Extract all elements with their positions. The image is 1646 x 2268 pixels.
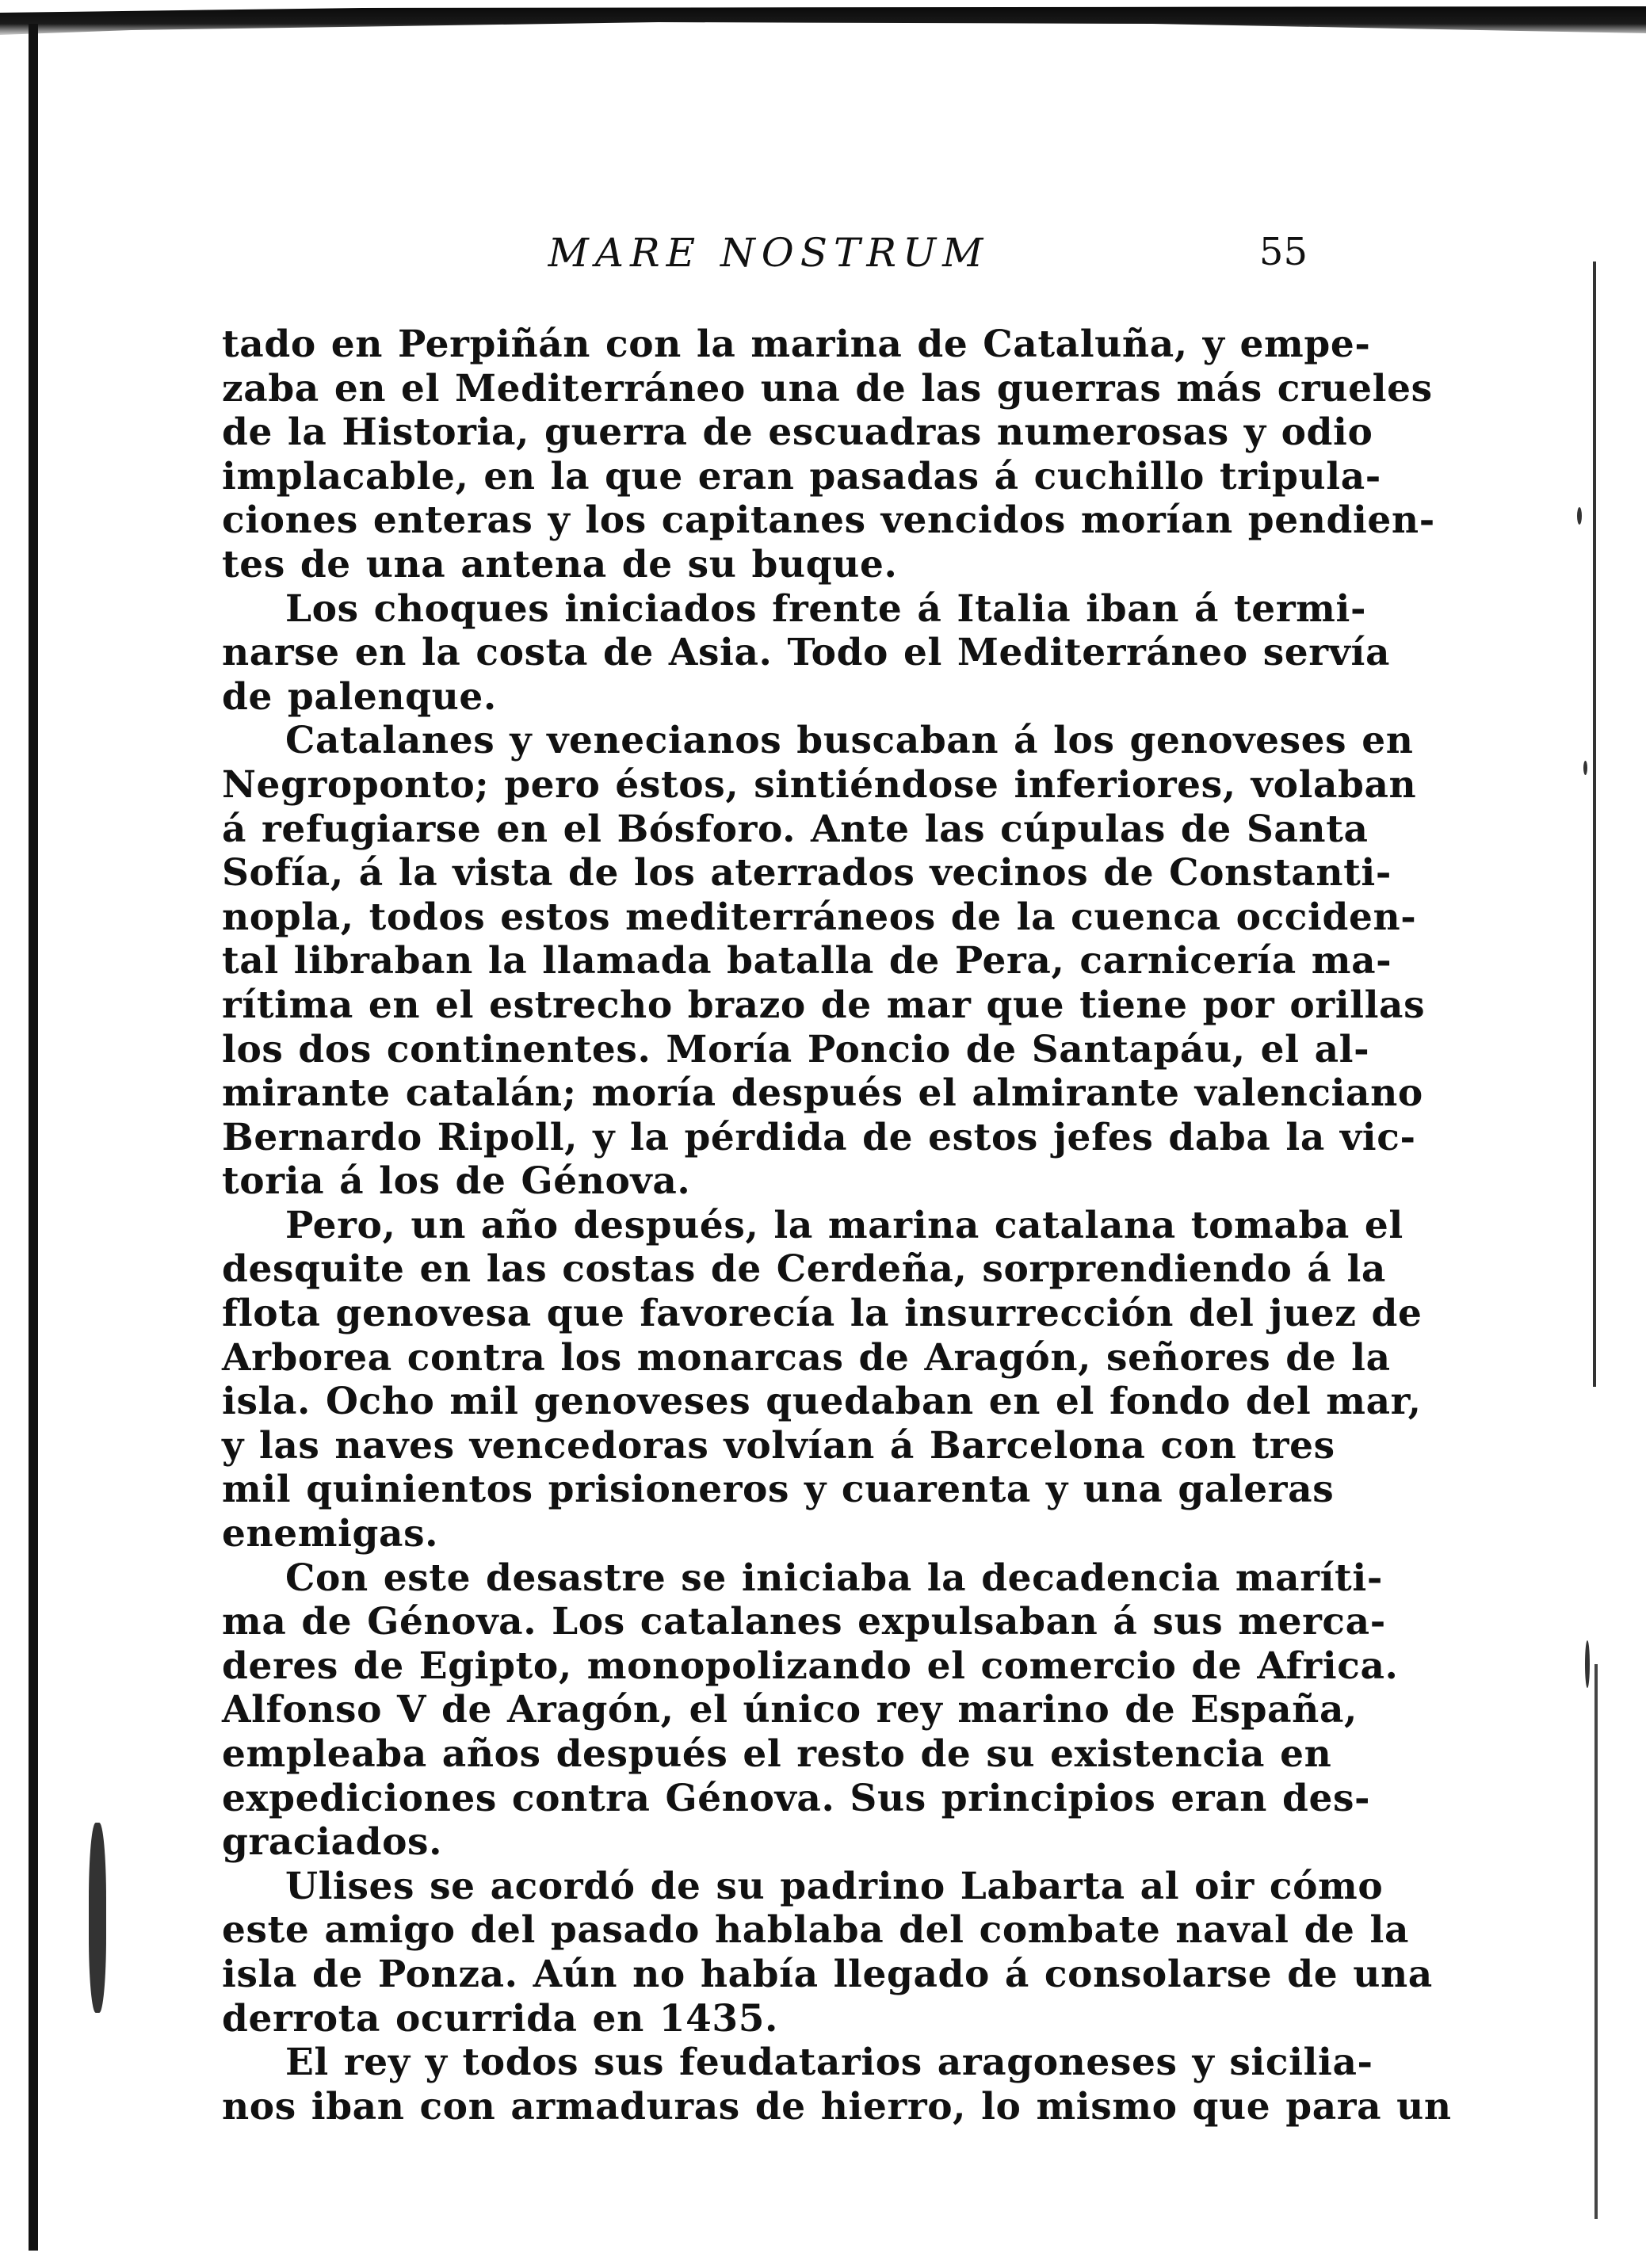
text-line: implacable, en la que eran pasadas á cuchillo tripula- [222,454,1381,498]
scan-right-mark [1594,1664,1598,2219]
text-line: flota genovesa que favorecía la insurrección del juez de [222,1292,1423,1336]
text-line: Ulises se acordó de su padrino Labarta al oir cómo [285,1864,1384,1908]
text-line: ciones enteras y los capitanes vencidos morían pendien- [222,498,1435,543]
scan-speck [89,1823,106,2013]
text-line: tado en Perpiñán con la marina de Cataluña, y empe- [222,323,1371,366]
text-line: mirante catalán; moría después el almirante valenciano [222,1071,1423,1116]
text-line: deres de Egipto, monopolizando el comercio de Africa. [222,1644,1399,1688]
text-line: El rey y todos sus feudatarios aragoneses y sicilia- [285,2041,1373,2085]
text-line: isla. Ocho mil genoveses quedaban en el fondo del mar, [222,1380,1422,1424]
page-number: 55 [1258,230,1308,274]
text-line: empleaba años después el resto de su existencia en [222,1732,1332,1776]
text-line: desquite en las costas de Cerdeña, sorprendiendo á la [222,1247,1386,1292]
text-line: mil quinientos prisioneros y cuarenta y una galeras [222,1468,1335,1512]
text-line: tal libraban la llamada batalla de Pera, carnicería ma- [222,939,1392,983]
text-line: nopla, todos estos mediterráneos de la cuenca occiden- [222,895,1417,939]
text-line: rítima en el estrecho brazo de mar que tiene por orillas [222,983,1426,1027]
scan-speck [1583,761,1587,775]
text-line: este amigo del pasado hablaba del combate naval de la [222,1908,1410,1953]
scan-speck [1585,1640,1590,1688]
text-line: expediciones contra Génova. Sus principios eran des- [222,1776,1371,1820]
page-header [230,230,1308,293]
text-line: Con este desastre se iniciaba la decadencia maríti- [285,1556,1383,1600]
text-line: Arborea contra los monarcas de Aragón, señores de la [222,1335,1391,1380]
text-line: Los choques iniciados frente á Italia iban á termi- [285,586,1367,631]
scan-right-mark [1593,262,1596,1387]
text-line: á refugiarse en el Bósforo. Ante las cúpulas de Santa [222,807,1369,851]
text-line: graciados. [222,1820,443,1865]
scan-speck [1577,507,1582,525]
text-line: tes de una antena de su buque. [222,542,898,586]
text-line: de la Historia, guerra de escuadras numerosas y odio [222,410,1373,455]
text-line: Sofía, á la vista de los aterrados vecinos de Constanti- [222,851,1392,895]
scan-left-edge [29,24,38,2251]
text-line: Bernardo Ripoll, y la pérdida de estos jefes daba la vic- [222,1115,1416,1159]
body-text [222,323,1452,2129]
text-line: narse en la costa de Asia. Todo el Mediterráneo servía [222,631,1391,675]
text-line: Alfonso V de Aragón, el único rey marino de España, [222,1688,1358,1732]
text-line: toria á los de Génova. [222,1159,691,1204]
scan-top-edge [0,6,1646,38]
text-line: de palenque. [222,674,497,719]
text-line: Pero, un año después, la marina catalana tomaba el [285,1203,1403,1247]
text-line: Negroponto; pero éstos, sintiéndose inferiores, volaban [222,762,1417,807]
text-line: nos iban con armaduras de hierro, lo mismo que para un [222,2084,1452,2129]
text-line: isla de Ponza. Aún no había llegado á consolarse de una [222,1952,1433,1996]
text-line: derrota ocurrida en 1435. [222,1996,778,2041]
text-line: Catalanes y venecianos buscaban á los genoveses en [285,719,1414,763]
text-line: los dos continentes. Moría Poncio de Santapáu, el al- [222,1027,1370,1071]
text-line: enemigas. [222,1512,439,1556]
running-title: MARE NOSTRUM [548,230,990,276]
text-line: zaba en el Mediterráneo una de las guerras más crueles [222,366,1433,410]
text-line: ma de Génova. Los catalanes expulsaban á sus merca- [222,1600,1386,1644]
text-line: y las naves vencedoras volvían á Barcelona con tres [222,1423,1335,1468]
